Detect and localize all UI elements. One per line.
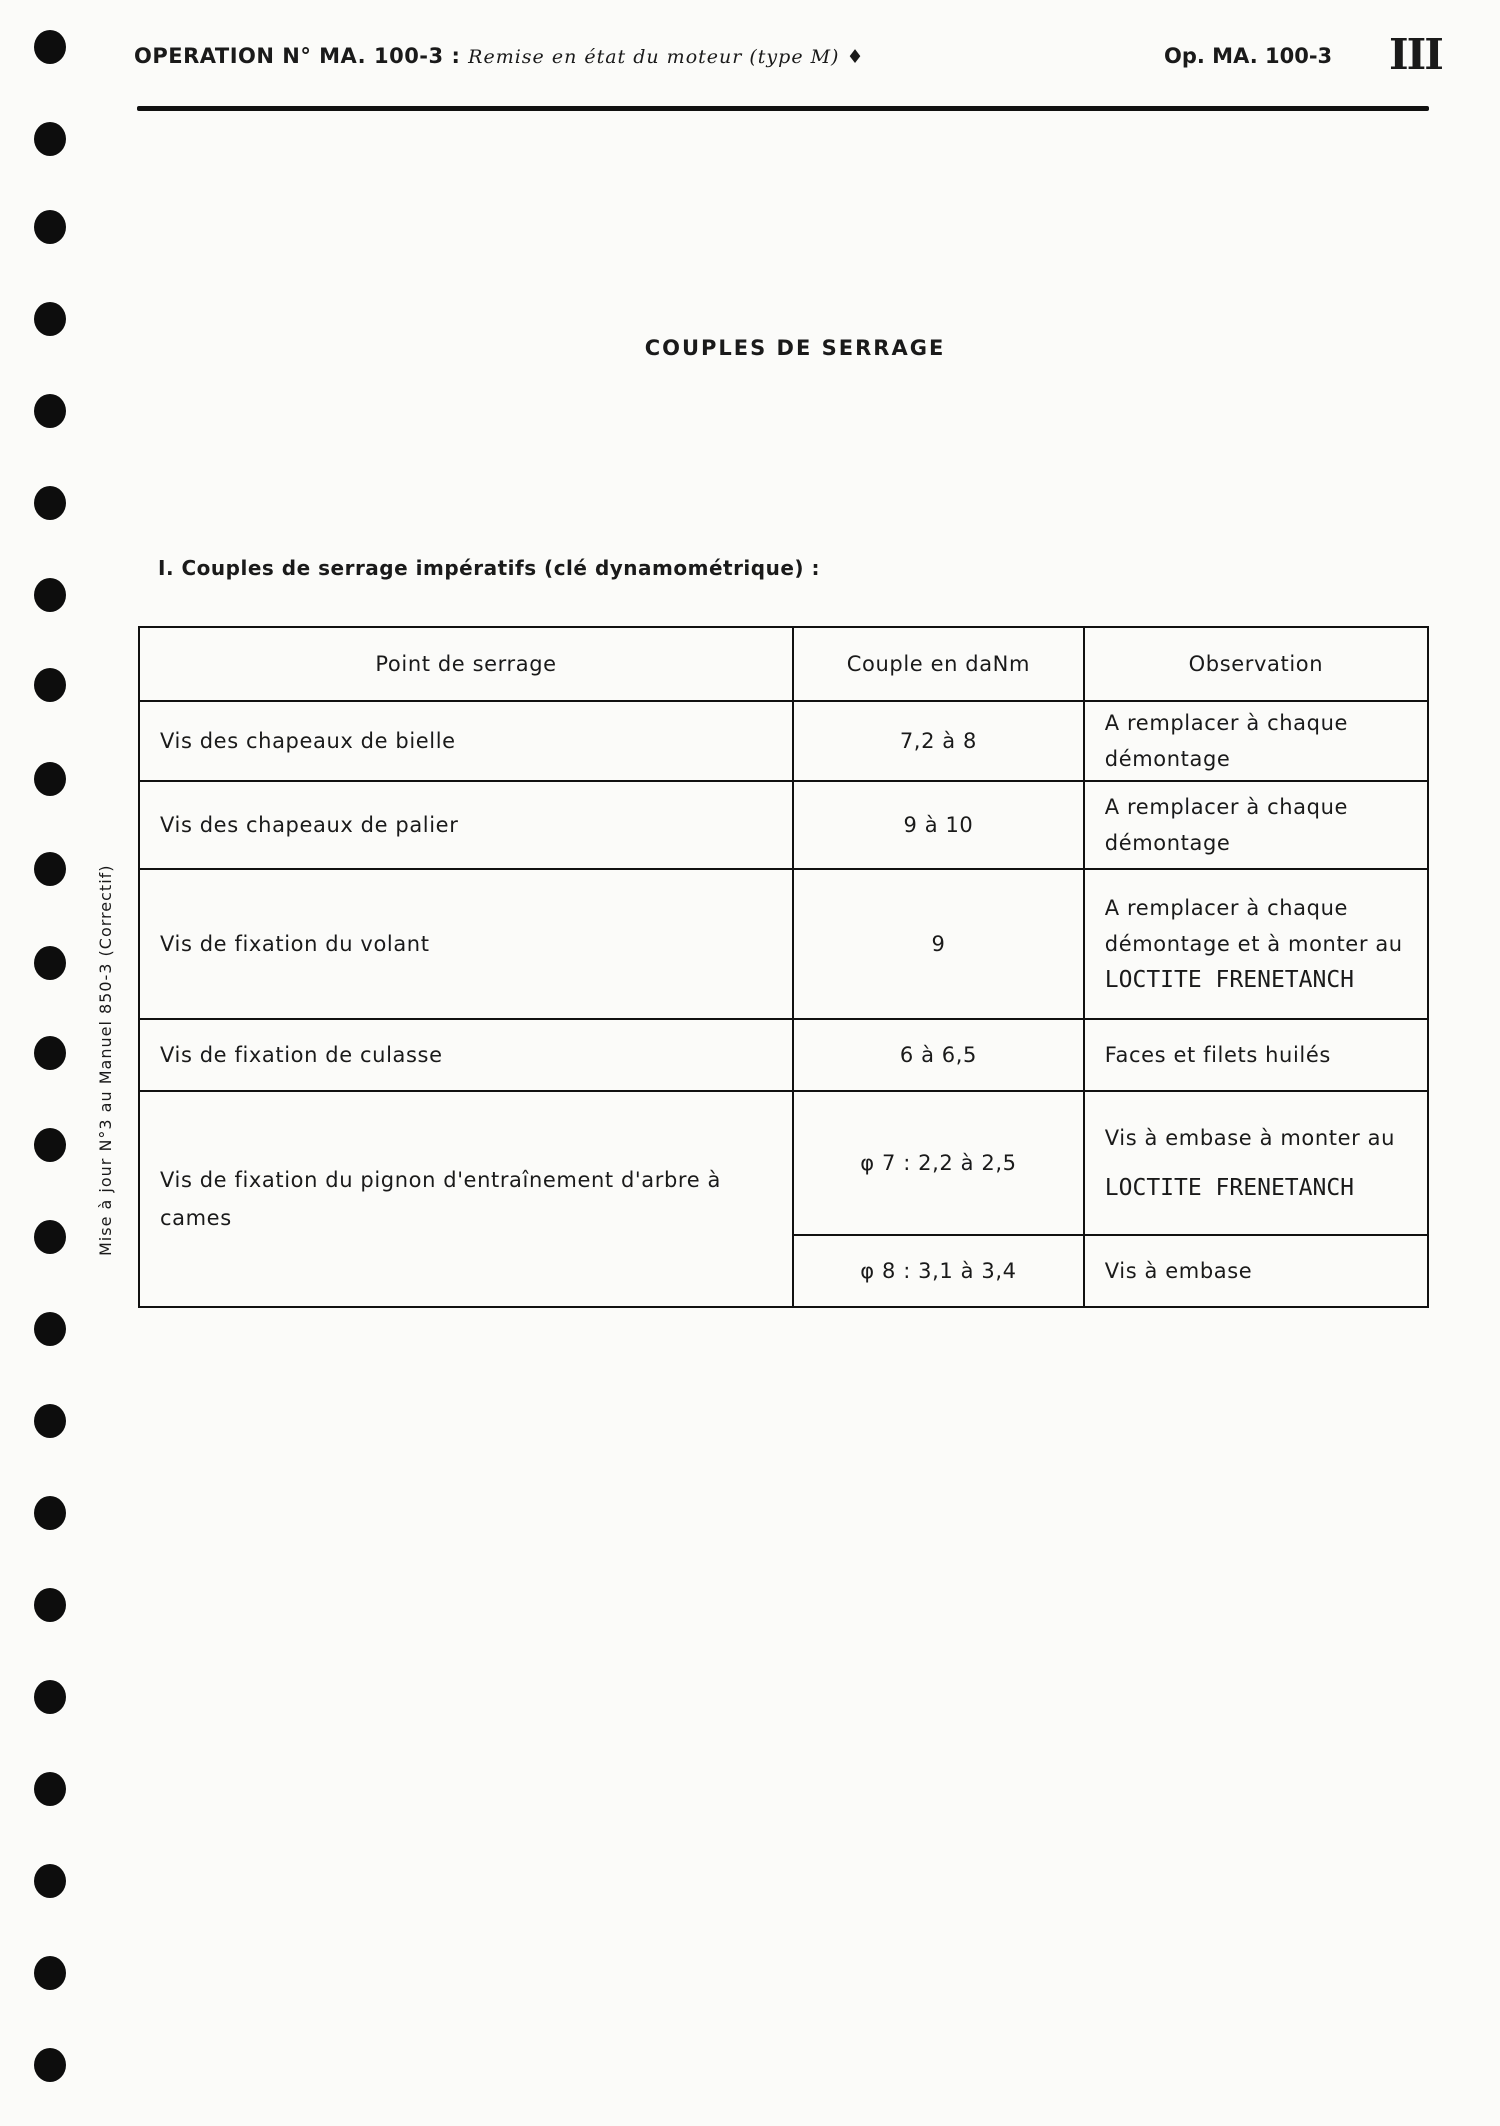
observation-line: A remplacer à chaque <box>1104 795 1349 819</box>
header-point: Point de serrage <box>139 627 793 701</box>
cell-point: Vis de fixation de culasse <box>139 1019 793 1091</box>
binder-hole <box>34 1404 66 1438</box>
observation-line: LOCTITE FRENETANCH <box>1104 1175 1355 1201</box>
table-row <box>139 869 1428 1019</box>
cell-couple: 9 à 10 <box>793 781 1084 869</box>
operation-subtitle: Remise en état du moteur (type M) ♦ <box>468 46 865 68</box>
binder-hole <box>34 1036 66 1070</box>
point-line: Vis de fixation du pignon d'entraînement d'arbre à <box>160 1168 721 1192</box>
observation-line: A remplacer à chaque <box>1104 711 1349 735</box>
binder-hole <box>34 946 66 980</box>
binder-hole <box>34 30 66 64</box>
cell-point: Vis des chapeaux de palier <box>139 781 793 869</box>
binder-hole <box>34 302 66 336</box>
page-number: III <box>1389 30 1442 79</box>
page-header <box>134 30 1442 84</box>
cell-point <box>139 1091 793 1307</box>
binder-hole <box>34 1956 66 1990</box>
binder-hole <box>34 486 66 520</box>
cell-point: Vis des chapeaux de bielle <box>139 701 793 781</box>
binder-hole <box>34 210 66 244</box>
cell-observation <box>1084 781 1428 869</box>
binder-hole <box>34 1496 66 1530</box>
cell-couple: φ 7 : 2,2 à 2,5 <box>793 1091 1084 1235</box>
binder-hole <box>34 762 66 796</box>
binder-hole <box>34 852 66 886</box>
cell-couple: 9 <box>793 869 1084 1019</box>
subsection-title: I. Couples de serrage impératifs (clé dynamométrique) : <box>158 556 821 580</box>
binder-hole <box>34 1128 66 1162</box>
operation-reference: Op. MA. 100-3 <box>1164 44 1333 68</box>
table-header-row <box>139 627 1428 701</box>
binder-hole <box>34 1864 66 1898</box>
binder-hole <box>34 394 66 428</box>
table-row <box>139 781 1428 869</box>
observation-line: Vis à embase à monter au <box>1104 1126 1395 1150</box>
table-row <box>139 1019 1428 1091</box>
observation-line: LOCTITE FRENETANCH <box>1104 967 1355 993</box>
cell-observation <box>1084 1091 1428 1235</box>
observation-line: démontage <box>1104 747 1231 771</box>
cell-observation <box>1084 701 1428 781</box>
table-row <box>139 1091 1428 1235</box>
binder-hole <box>34 578 66 612</box>
cell-couple: φ 8 : 3,1 à 3,4 <box>793 1235 1084 1307</box>
cell-couple: 7,2 à 8 <box>793 701 1084 781</box>
binder-hole <box>34 1312 66 1346</box>
cell-couple: 6 à 6,5 <box>793 1019 1084 1091</box>
binder-hole <box>34 1772 66 1806</box>
binder-hole <box>34 1588 66 1622</box>
table-row <box>139 701 1428 781</box>
binder-holes <box>0 0 80 2126</box>
operation-title <box>134 44 865 68</box>
side-note: Mise à jour N°3 au Manuel 850-3 (Correctif) <box>96 864 115 1256</box>
binder-hole <box>34 1220 66 1254</box>
binder-hole <box>34 668 66 702</box>
cell-observation: Vis à embase <box>1084 1235 1428 1307</box>
cell-point: Vis de fixation du volant <box>139 869 793 1019</box>
torque-table <box>138 626 1429 1308</box>
section-title: COUPLES DE SERRAGE <box>644 336 946 360</box>
observation-line: démontage et à monter au <box>1104 932 1403 956</box>
observation-line: démontage <box>1104 831 1231 855</box>
operation-number: OPERATION N° MA. 100-3 : <box>134 44 461 68</box>
cell-observation: Faces et filets huilés <box>1084 1019 1428 1091</box>
header-observation: Observation <box>1084 627 1428 701</box>
cell-observation <box>1084 869 1428 1019</box>
binder-hole <box>34 2048 66 2082</box>
header-couple: Couple en daNm <box>793 627 1084 701</box>
header-rule <box>137 106 1429 111</box>
observation-line: A remplacer à chaque <box>1104 896 1349 920</box>
binder-hole <box>34 122 66 156</box>
point-line: cames <box>160 1206 232 1230</box>
binder-hole <box>34 1680 66 1714</box>
